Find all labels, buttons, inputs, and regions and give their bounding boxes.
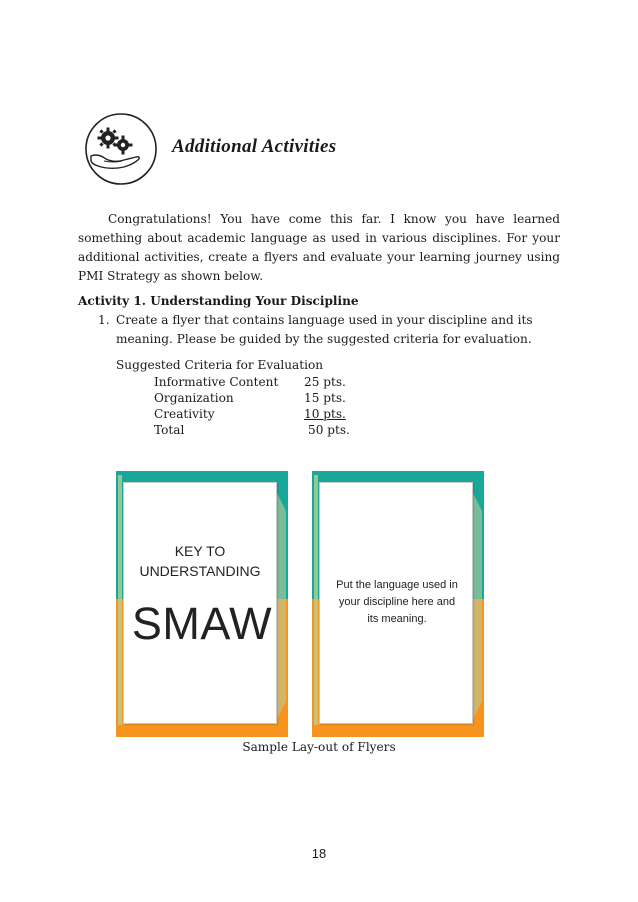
figure-caption: Sample Lay-out of Flyers: [242, 740, 396, 754]
sample-flyer-2: [312, 471, 484, 737]
flyer-title-line1: KEY TO: [174, 543, 226, 559]
flyer-card: [123, 482, 277, 724]
sample-flyer-1: [116, 471, 288, 737]
criteria-title: Suggested Criteria for Evaluation: [116, 358, 324, 372]
list-item-number: 1.: [98, 313, 110, 327]
flyer-big-text: SMAW: [131, 598, 273, 649]
criteria-points: 10 pts.: [304, 407, 346, 421]
flyer-card: [319, 482, 473, 724]
criteria-points: 25 pts.: [304, 375, 346, 389]
gears-in-hand-icon: [84, 112, 158, 186]
intro-paragraph: Congratulations! You have come this far. I know you have learned something about academic language as used in various disciplines. For your additional activities, create a flyers and evaluate your learning journey using PMI Strategy as shown below.: [78, 212, 560, 283]
list-item-text: Create a flyer that contains language used in your discipline and its meaning. Please be guided by the suggested criteria for evaluation.: [116, 313, 533, 346]
criteria-name: Informative Content: [154, 375, 279, 389]
activity-title: Activity 1. Understanding Your Discipline: [78, 294, 359, 308]
section-heading: Additional Activities: [172, 136, 337, 157]
flyer-title-line2: UNDERSTANDING: [139, 563, 261, 579]
criteria-name: Creativity: [154, 407, 215, 421]
page-number: 18: [311, 846, 327, 861]
flyer-message: Put the language used in your discipline here and its meaning.: [336, 579, 458, 625]
criteria-name: Total: [154, 423, 185, 437]
criteria-points: 50 pts.: [308, 423, 350, 437]
criteria-points: 15 pts.: [304, 391, 346, 405]
criteria-name: Organization: [154, 391, 234, 405]
